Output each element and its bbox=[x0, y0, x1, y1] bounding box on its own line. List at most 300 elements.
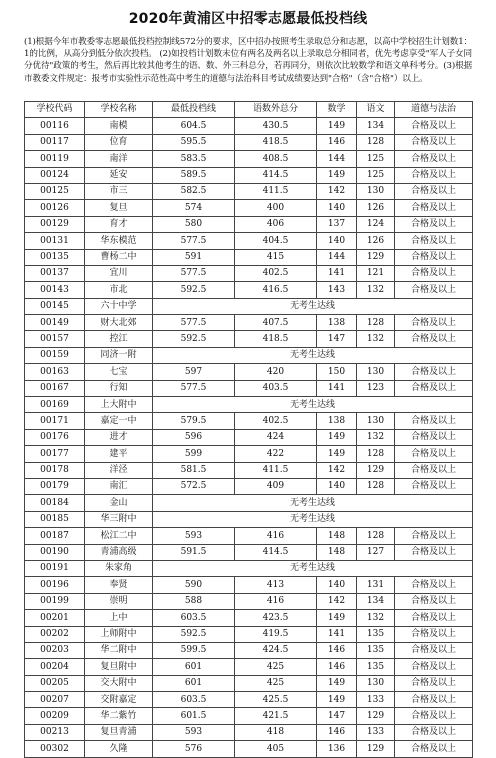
school-name: 交大附中 bbox=[85, 675, 153, 691]
table-row bbox=[25, 429, 473, 445]
chinese-score: 132 bbox=[357, 282, 395, 298]
min-score: 581.5 bbox=[153, 462, 235, 478]
school-code: 00125 bbox=[25, 183, 85, 199]
moral-requirement: 合格及以上 bbox=[395, 642, 473, 658]
school-code: 00167 bbox=[25, 380, 85, 396]
chinese-score: 130 bbox=[357, 413, 395, 429]
school-name: 上大附中 bbox=[85, 397, 153, 413]
moral-requirement: 合格及以上 bbox=[395, 659, 473, 675]
header-code: 学校代码 bbox=[25, 102, 85, 118]
math-score: 141 bbox=[317, 626, 357, 642]
table-row bbox=[25, 511, 473, 527]
math-score: 146 bbox=[317, 724, 357, 740]
core-total: 414.5 bbox=[235, 544, 317, 560]
table-row bbox=[25, 151, 473, 167]
math-score: 140 bbox=[317, 577, 357, 593]
table-header-row bbox=[25, 102, 473, 118]
chinese-score: 121 bbox=[357, 265, 395, 281]
moral-requirement: 合格及以上 bbox=[395, 577, 473, 593]
school-code: 00184 bbox=[25, 495, 85, 511]
math-score: 150 bbox=[317, 364, 357, 380]
moral-requirement: 合格及以上 bbox=[395, 610, 473, 626]
min-score: 590 bbox=[153, 577, 235, 593]
min-score: 599.5 bbox=[153, 642, 235, 658]
chinese-score: 135 bbox=[357, 659, 395, 675]
chinese-score: 129 bbox=[357, 462, 395, 478]
moral-requirement: 合格及以上 bbox=[395, 282, 473, 298]
min-score: 588 bbox=[153, 593, 235, 609]
school-name: 华东模范 bbox=[85, 233, 153, 249]
no-admission-cell: 无考生达线 bbox=[153, 298, 473, 314]
chinese-score: 126 bbox=[357, 200, 395, 216]
school-code: 00196 bbox=[25, 577, 85, 593]
math-score: 148 bbox=[317, 528, 357, 544]
school-name: 交附嘉定 bbox=[85, 692, 153, 708]
school-code: 00190 bbox=[25, 544, 85, 560]
chinese-score: 128 bbox=[357, 315, 395, 331]
school-name: 育才 bbox=[85, 216, 153, 232]
chinese-score: 132 bbox=[357, 331, 395, 347]
min-score: 592.5 bbox=[153, 626, 235, 642]
min-score: 574 bbox=[153, 200, 235, 216]
no-admission-cell: 无考生达线 bbox=[153, 397, 473, 413]
school-name: 嘉定一中 bbox=[85, 413, 153, 429]
min-score: 593 bbox=[153, 724, 235, 740]
math-score: 140 bbox=[317, 478, 357, 494]
core-total: 421.5 bbox=[235, 708, 317, 724]
no-admission-cell: 无考生达线 bbox=[153, 511, 473, 527]
chinese-score: 124 bbox=[357, 216, 395, 232]
core-total: 430.5 bbox=[235, 118, 317, 134]
school-name: 位育 bbox=[85, 134, 153, 150]
table-row bbox=[25, 741, 473, 757]
chinese-score: 130 bbox=[357, 364, 395, 380]
core-total: 402.5 bbox=[235, 413, 317, 429]
math-score: 149 bbox=[317, 118, 357, 134]
table-row bbox=[25, 298, 473, 314]
math-score: 140 bbox=[317, 200, 357, 216]
min-score: 601.5 bbox=[153, 708, 235, 724]
core-total: 414.5 bbox=[235, 167, 317, 183]
header-math: 数学 bbox=[317, 102, 357, 118]
math-score: 141 bbox=[317, 380, 357, 396]
min-score: 577.5 bbox=[153, 380, 235, 396]
math-score: 146 bbox=[317, 659, 357, 675]
min-score: 577.5 bbox=[153, 233, 235, 249]
chinese-score: 129 bbox=[357, 741, 395, 757]
min-score: 583.5 bbox=[153, 151, 235, 167]
school-code: 00129 bbox=[25, 216, 85, 232]
min-score: 591.5 bbox=[153, 544, 235, 560]
min-score: 577.5 bbox=[153, 315, 235, 331]
school-code: 00204 bbox=[25, 659, 85, 675]
chinese-score: 126 bbox=[357, 233, 395, 249]
table-row bbox=[25, 167, 473, 183]
school-code: 00131 bbox=[25, 233, 85, 249]
table-row bbox=[25, 610, 473, 626]
header-total: 语数外总分 bbox=[235, 102, 317, 118]
school-code: 00207 bbox=[25, 692, 85, 708]
table-row bbox=[25, 692, 473, 708]
math-score: 136 bbox=[317, 741, 357, 757]
school-name: 同济一附 bbox=[85, 347, 153, 363]
core-total: 409 bbox=[235, 478, 317, 494]
school-name: 南洋 bbox=[85, 151, 153, 167]
school-name: 曹杨二中 bbox=[85, 249, 153, 265]
school-code: 00199 bbox=[25, 593, 85, 609]
chinese-score: 135 bbox=[357, 642, 395, 658]
school-code: 00187 bbox=[25, 528, 85, 544]
table-row bbox=[25, 216, 473, 232]
table-row bbox=[25, 642, 473, 658]
moral-requirement: 合格及以上 bbox=[395, 413, 473, 429]
core-total: 413 bbox=[235, 577, 317, 593]
moral-requirement: 合格及以上 bbox=[395, 429, 473, 445]
header-name: 学校名称 bbox=[85, 102, 153, 118]
school-name: 财大北郊 bbox=[85, 315, 153, 331]
core-total: 406 bbox=[235, 216, 317, 232]
math-score: 144 bbox=[317, 151, 357, 167]
school-name: 松江二中 bbox=[85, 528, 153, 544]
table-row bbox=[25, 347, 473, 363]
table-body bbox=[25, 118, 473, 757]
table-row bbox=[25, 183, 473, 199]
moral-requirement: 合格及以上 bbox=[395, 200, 473, 216]
core-total: 416 bbox=[235, 528, 317, 544]
min-score: 595.5 bbox=[153, 134, 235, 150]
school-code: 00145 bbox=[25, 298, 85, 314]
min-score: 601 bbox=[153, 675, 235, 691]
moral-requirement: 合格及以上 bbox=[395, 331, 473, 347]
chinese-score: 127 bbox=[357, 544, 395, 560]
school-name: 金山 bbox=[85, 495, 153, 511]
math-score: 138 bbox=[317, 413, 357, 429]
core-total: 403.5 bbox=[235, 380, 317, 396]
school-name: 洋泾 bbox=[85, 462, 153, 478]
moral-requirement: 合格及以上 bbox=[395, 446, 473, 462]
moral-requirement: 合格及以上 bbox=[395, 724, 473, 740]
core-total: 416.5 bbox=[235, 282, 317, 298]
chinese-score: 128 bbox=[357, 528, 395, 544]
table-row bbox=[25, 478, 473, 494]
math-score: 146 bbox=[317, 642, 357, 658]
school-code: 00185 bbox=[25, 511, 85, 527]
chinese-score: 131 bbox=[357, 577, 395, 593]
core-total: 408.5 bbox=[235, 151, 317, 167]
chinese-score: 123 bbox=[357, 380, 395, 396]
min-score: 579.5 bbox=[153, 413, 235, 429]
moral-requirement: 合格及以上 bbox=[395, 134, 473, 150]
core-total: 411.5 bbox=[235, 183, 317, 199]
header-moral: 道德与法治 bbox=[395, 102, 473, 118]
school-code: 00203 bbox=[25, 642, 85, 658]
math-score: 142 bbox=[317, 462, 357, 478]
chinese-score: 132 bbox=[357, 429, 395, 445]
core-total: 424.5 bbox=[235, 642, 317, 658]
chinese-score: 128 bbox=[357, 446, 395, 462]
school-name: 久隆 bbox=[85, 741, 153, 757]
chinese-score: 125 bbox=[357, 167, 395, 183]
core-total: 418.5 bbox=[235, 134, 317, 150]
school-code: 00171 bbox=[25, 413, 85, 429]
moral-requirement: 合格及以上 bbox=[395, 741, 473, 757]
school-code: 00209 bbox=[25, 708, 85, 724]
school-code: 00126 bbox=[25, 200, 85, 216]
table-row bbox=[25, 413, 473, 429]
moral-requirement: 合格及以上 bbox=[395, 364, 473, 380]
table-row bbox=[25, 282, 473, 298]
admission-table bbox=[24, 101, 473, 758]
chinese-score: 132 bbox=[357, 610, 395, 626]
school-name: 复旦 bbox=[85, 200, 153, 216]
table-row bbox=[25, 675, 473, 691]
moral-requirement: 合格及以上 bbox=[395, 315, 473, 331]
chinese-score: 133 bbox=[357, 692, 395, 708]
min-score: 592.5 bbox=[153, 331, 235, 347]
school-name: 市北 bbox=[85, 282, 153, 298]
school-code: 00137 bbox=[25, 265, 85, 281]
school-name: 复旦青浦 bbox=[85, 724, 153, 740]
table-row bbox=[25, 265, 473, 281]
core-total: 405 bbox=[235, 741, 317, 757]
chinese-score: 129 bbox=[357, 249, 395, 265]
school-name: 上师附中 bbox=[85, 626, 153, 642]
header-score: 最低投档线 bbox=[153, 102, 235, 118]
table-row bbox=[25, 249, 473, 265]
math-score: 142 bbox=[317, 593, 357, 609]
math-score: 140 bbox=[317, 233, 357, 249]
table-row bbox=[25, 364, 473, 380]
school-code: 00205 bbox=[25, 675, 85, 691]
school-name: 进才 bbox=[85, 429, 153, 445]
school-name: 上中 bbox=[85, 610, 153, 626]
table-row bbox=[25, 380, 473, 396]
school-name: 青浦高级 bbox=[85, 544, 153, 560]
core-total: 420 bbox=[235, 364, 317, 380]
school-name: 六十中学 bbox=[85, 298, 153, 314]
chinese-score: 135 bbox=[357, 626, 395, 642]
moral-requirement: 合格及以上 bbox=[395, 151, 473, 167]
table-row bbox=[25, 446, 473, 462]
school-name: 南模 bbox=[85, 118, 153, 134]
core-total: 425 bbox=[235, 675, 317, 691]
chinese-score: 128 bbox=[357, 134, 395, 150]
school-code: 00213 bbox=[25, 724, 85, 740]
no-admission-cell: 无考生达线 bbox=[153, 560, 473, 576]
core-total: 411.5 bbox=[235, 462, 317, 478]
admission-notes: (1)根据今年市教委零志愿最低投档控制线572分的要求，区中招办按照考生录取总分和志愿，以高中学校招生计划数1：1的比例，从高分到低分依次投档。 (2)如投档计划数末位有两名及两名以上录取总分相同者，优先考虑享受"军人子女同分优待"政策的考生，然后再比较其他考生的语、数、外三科总分，若再同分，则依次比较数学和语文单科考分。(3)根据市教委文件规定：报考市实验性示范性高中考生的道德与法治科目考试成绩要达到"合格"（含"合格"）以上。 bbox=[24, 37, 472, 84]
chinese-score: 128 bbox=[357, 478, 395, 494]
core-total: 402.5 bbox=[235, 265, 317, 281]
school-name: 市三 bbox=[85, 183, 153, 199]
page-title: 2020年黄浦区中招零志愿最低投档线 bbox=[128, 11, 368, 27]
table-row bbox=[25, 118, 473, 134]
core-total: 425.5 bbox=[235, 692, 317, 708]
min-score: 596 bbox=[153, 429, 235, 445]
math-score: 138 bbox=[317, 315, 357, 331]
school-code: 00176 bbox=[25, 429, 85, 445]
table-row bbox=[25, 528, 473, 544]
math-score: 149 bbox=[317, 692, 357, 708]
chinese-score: 133 bbox=[357, 724, 395, 740]
min-score: 604.5 bbox=[153, 118, 235, 134]
school-name: 复旦附中 bbox=[85, 659, 153, 675]
no-admission-cell: 无考生达线 bbox=[153, 495, 473, 511]
table-row bbox=[25, 708, 473, 724]
school-name: 建平 bbox=[85, 446, 153, 462]
school-code: 00177 bbox=[25, 446, 85, 462]
table-row bbox=[25, 315, 473, 331]
table-row bbox=[25, 200, 473, 216]
min-score: 601 bbox=[153, 659, 235, 675]
school-code: 00149 bbox=[25, 315, 85, 331]
moral-requirement: 合格及以上 bbox=[395, 544, 473, 560]
math-score: 147 bbox=[317, 708, 357, 724]
chinese-score: 134 bbox=[357, 118, 395, 134]
school-name: 七宝 bbox=[85, 364, 153, 380]
min-score: 603.5 bbox=[153, 610, 235, 626]
moral-requirement: 合格及以上 bbox=[395, 118, 473, 134]
school-name: 延安 bbox=[85, 167, 153, 183]
chinese-score: 129 bbox=[357, 708, 395, 724]
school-code: 00143 bbox=[25, 282, 85, 298]
header-chinese: 语文 bbox=[357, 102, 395, 118]
math-score: 149 bbox=[317, 675, 357, 691]
school-code: 00119 bbox=[25, 151, 85, 167]
table-row bbox=[25, 233, 473, 249]
chinese-score: 130 bbox=[357, 675, 395, 691]
chinese-score: 130 bbox=[357, 183, 395, 199]
school-name: 华二紫竹 bbox=[85, 708, 153, 724]
table-row bbox=[25, 331, 473, 347]
moral-requirement: 合格及以上 bbox=[395, 380, 473, 396]
core-total: 415 bbox=[235, 249, 317, 265]
school-code: 00179 bbox=[25, 478, 85, 494]
school-name: 崇明 bbox=[85, 593, 153, 609]
min-score: 576 bbox=[153, 741, 235, 757]
moral-requirement: 合格及以上 bbox=[395, 216, 473, 232]
min-score: 572.5 bbox=[153, 478, 235, 494]
school-name: 控江 bbox=[85, 331, 153, 347]
min-score: 592.5 bbox=[153, 282, 235, 298]
moral-requirement: 合格及以上 bbox=[395, 675, 473, 691]
moral-requirement: 合格及以上 bbox=[395, 167, 473, 183]
min-score: 577.5 bbox=[153, 265, 235, 281]
school-code: 00202 bbox=[25, 626, 85, 642]
school-code: 00302 bbox=[25, 741, 85, 757]
table-row bbox=[25, 397, 473, 413]
core-total: 400 bbox=[235, 200, 317, 216]
moral-requirement: 合格及以上 bbox=[395, 626, 473, 642]
math-score: 148 bbox=[317, 544, 357, 560]
school-code: 00135 bbox=[25, 249, 85, 265]
core-total: 423.5 bbox=[235, 610, 317, 626]
math-score: 149 bbox=[317, 429, 357, 445]
no-admission-cell: 无考生达线 bbox=[153, 347, 473, 363]
table-row bbox=[25, 544, 473, 560]
school-name: 华三附中 bbox=[85, 511, 153, 527]
school-code: 00201 bbox=[25, 610, 85, 626]
school-code: 00157 bbox=[25, 331, 85, 347]
core-total: 407.5 bbox=[235, 315, 317, 331]
table-row bbox=[25, 626, 473, 642]
moral-requirement: 合格及以上 bbox=[395, 462, 473, 478]
math-score: 141 bbox=[317, 265, 357, 281]
school-code: 00169 bbox=[25, 397, 85, 413]
min-score: 603.5 bbox=[153, 692, 235, 708]
math-score: 137 bbox=[317, 216, 357, 232]
math-score: 149 bbox=[317, 446, 357, 462]
chinese-score: 134 bbox=[357, 593, 395, 609]
math-score: 142 bbox=[317, 183, 357, 199]
table-row bbox=[25, 577, 473, 593]
school-code: 00163 bbox=[25, 364, 85, 380]
school-code: 00117 bbox=[25, 134, 85, 150]
school-code: 00178 bbox=[25, 462, 85, 478]
school-code: 00159 bbox=[25, 347, 85, 363]
school-name: 行知 bbox=[85, 380, 153, 396]
school-code: 00116 bbox=[25, 118, 85, 134]
moral-requirement: 合格及以上 bbox=[395, 265, 473, 281]
core-total: 425 bbox=[235, 659, 317, 675]
moral-requirement: 合格及以上 bbox=[395, 249, 473, 265]
school-name: 宜川 bbox=[85, 265, 153, 281]
table-row bbox=[25, 560, 473, 576]
core-total: 404.5 bbox=[235, 233, 317, 249]
school-name: 华二附中 bbox=[85, 642, 153, 658]
core-total: 418.5 bbox=[235, 331, 317, 347]
math-score: 147 bbox=[317, 331, 357, 347]
math-score: 149 bbox=[317, 167, 357, 183]
core-total: 416 bbox=[235, 593, 317, 609]
min-score: 593 bbox=[153, 528, 235, 544]
school-name: 朱家角 bbox=[85, 560, 153, 576]
school-code: 00124 bbox=[25, 167, 85, 183]
min-score: 582.5 bbox=[153, 183, 235, 199]
moral-requirement: 合格及以上 bbox=[395, 183, 473, 199]
moral-requirement: 合格及以上 bbox=[395, 478, 473, 494]
chinese-score: 125 bbox=[357, 151, 395, 167]
table-row bbox=[25, 593, 473, 609]
min-score: 591 bbox=[153, 249, 235, 265]
table-row bbox=[25, 659, 473, 675]
moral-requirement: 合格及以上 bbox=[395, 593, 473, 609]
table-row bbox=[25, 495, 473, 511]
moral-requirement: 合格及以上 bbox=[395, 692, 473, 708]
moral-requirement: 合格及以上 bbox=[395, 528, 473, 544]
school-name: 奉贤 bbox=[85, 577, 153, 593]
table-row bbox=[25, 134, 473, 150]
math-score: 146 bbox=[317, 134, 357, 150]
school-code: 00191 bbox=[25, 560, 85, 576]
min-score: 589.5 bbox=[153, 167, 235, 183]
math-score: 143 bbox=[317, 282, 357, 298]
min-score: 597 bbox=[153, 364, 235, 380]
core-total: 418 bbox=[235, 724, 317, 740]
school-name: 南汇 bbox=[85, 478, 153, 494]
moral-requirement: 合格及以上 bbox=[395, 708, 473, 724]
table-row bbox=[25, 724, 473, 740]
math-score: 144 bbox=[317, 249, 357, 265]
core-total: 424 bbox=[235, 429, 317, 445]
min-score: 599 bbox=[153, 446, 235, 462]
min-score: 580 bbox=[153, 216, 235, 232]
moral-requirement: 合格及以上 bbox=[395, 233, 473, 249]
core-total: 419.5 bbox=[235, 626, 317, 642]
core-total: 422 bbox=[235, 446, 317, 462]
math-score: 149 bbox=[317, 610, 357, 626]
table-row bbox=[25, 462, 473, 478]
